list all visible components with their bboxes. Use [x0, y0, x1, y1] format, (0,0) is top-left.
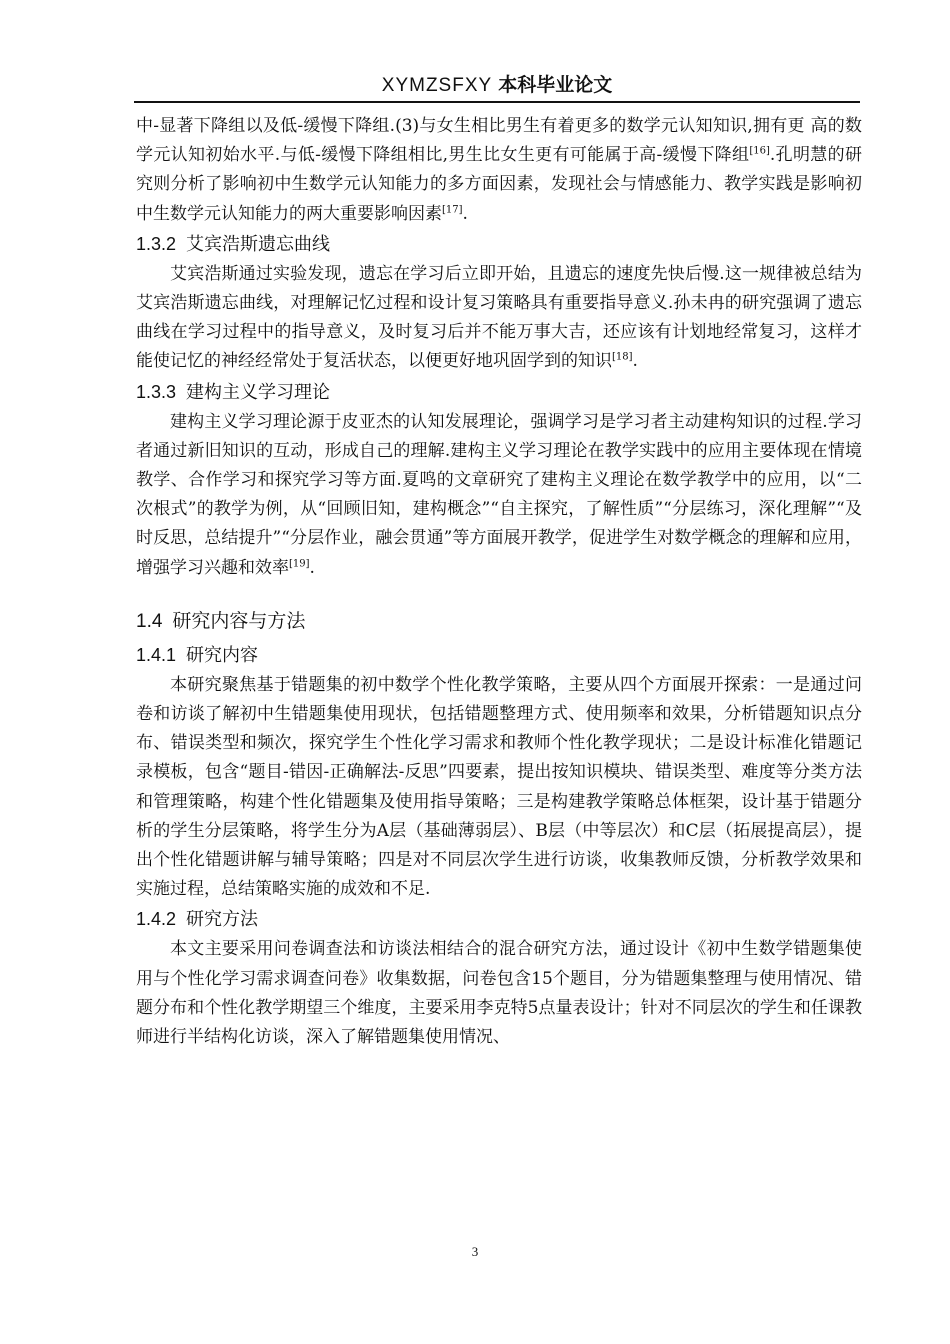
- header-latin: XYMZSFXY: [381, 75, 493, 96]
- paragraph-ebbinghaus: 艾宾浩斯通过实验发现，遗忘在学习后立即开始，且遗忘的速度先快后慢.这一规律被总结为艾宾浩斯遗忘曲线，对理解记忆过程和设计复习策略具有重要指导意义.孙未冉的研究强调了遗忘曲线在学习过程中的指导意义，及时复习后并不能万事大吉，还应该有计划地经常复习，这样才能使记忆的神经经常处于复活状态，以便更好地巩固学到的知识[18].: [136, 263, 862, 372]
- header-rule: [134, 101, 860, 103]
- heading-1-4-1: 1.4.1 研究内容: [136, 644, 259, 666]
- page-header: [134, 70, 860, 100]
- heading-1-3-2: 1.3.2 艾宾浩斯遗忘曲线: [136, 233, 331, 255]
- header-title: 本科毕业论文: [498, 74, 613, 96]
- page-number: 3: [471, 1244, 479, 1259]
- paragraph-continued: 中-显著下降组以及低-缓慢下降组.(3)与女生相比男生有着更多的数学元认知知识,拥有更 高的数学元认知初始水平.与低-缓慢下降组相比,男生比女生更有可能属于高-缓慢下降组[16].孔明慧的研究则分析了影响初中生数学元认知能力的多方面因素，发现社会与情感能力、教学实践是影响初中生数学元认知能力的两大重要影响因素[17].: [136, 116, 862, 224]
- paragraph-research-content: 本研究聚焦基于错题集的初中数学个性化教学策略，主要从四个方面展开探索：一是通过问卷和访谈了解初中生错题集使用现状，包括错题整理方式、使用频率和效果，分析错题知识点分布、错误类型和频次，探究学生个性化学习需求和教师个性化教学现状；二是设计标准化错题记录模板，包含“题目-错因-正确解法-反思”四要素，提出按知识模块、错误类型、难度等分类方法和管理策略，构建个性化错题集及使用指导策略；三是构建教学策略总体框架，设计基于错题分析的学生分层策略，将学生分为A层（基础薄弱层）、B层（中等层次）和C层（拓展提高层），提出个性化错题讲解与辅导策略；四是对不同层次学生进行访谈，收集教师反馈，分析教学效果和实施过程，总结策略实施的成效和不足.: [136, 674, 862, 900]
- heading-1-4-2: 1.4.2 研究方法: [136, 909, 259, 931]
- citation-18: [18]: [612, 351, 633, 363]
- heading-1-3-3: 1.3.3 建构主义学习理论: [136, 381, 331, 403]
- paragraph-research-methods: 本文主要采用问卷调查法和访谈法相结合的混合研究方法，通过设计《初中生数学错题集使用与个性化学习需求调查问卷》收集数据，问卷包含15个题目，分为错题集整理与使用情况、错题分布和个性化教学期望三个维度，主要采用李克特5点量表设计；针对不同层次的学生和任课教师进行半结构化访谈，深入了解错题集使用情况、: [136, 939, 862, 1048]
- citation-19: [19]: [289, 557, 310, 569]
- heading-1-4: 1.4 研究内容与方法: [136, 609, 306, 632]
- paragraph-constructivism: 建构主义学习理论源于皮亚杰的认知发展理论，强调学习是学习者主动建构知识的过程.学习者通过新旧知识的互动，形成自己的理解.建构主义学习理论在教学实践中的应用主要体现在情境教学、合作学习和探究学习等方面.夏鸣的文章研究了建构主义理论在数学教学中的应用，以“二次根式”的教学为例，从“回顾旧知，建构概念”“自主探究，了解性质”“分层练习，深化理解”“及时反思，总结提升”“分层作业，融会贯通”等方面展开教学，促进学生对数学概念的理解和应用，增强学习兴趣和效率[19].: [136, 411, 862, 578]
- citation-17: [17]: [442, 203, 463, 215]
- page-body: [136, 112, 862, 1052]
- citation-16: [16]: [749, 145, 770, 157]
